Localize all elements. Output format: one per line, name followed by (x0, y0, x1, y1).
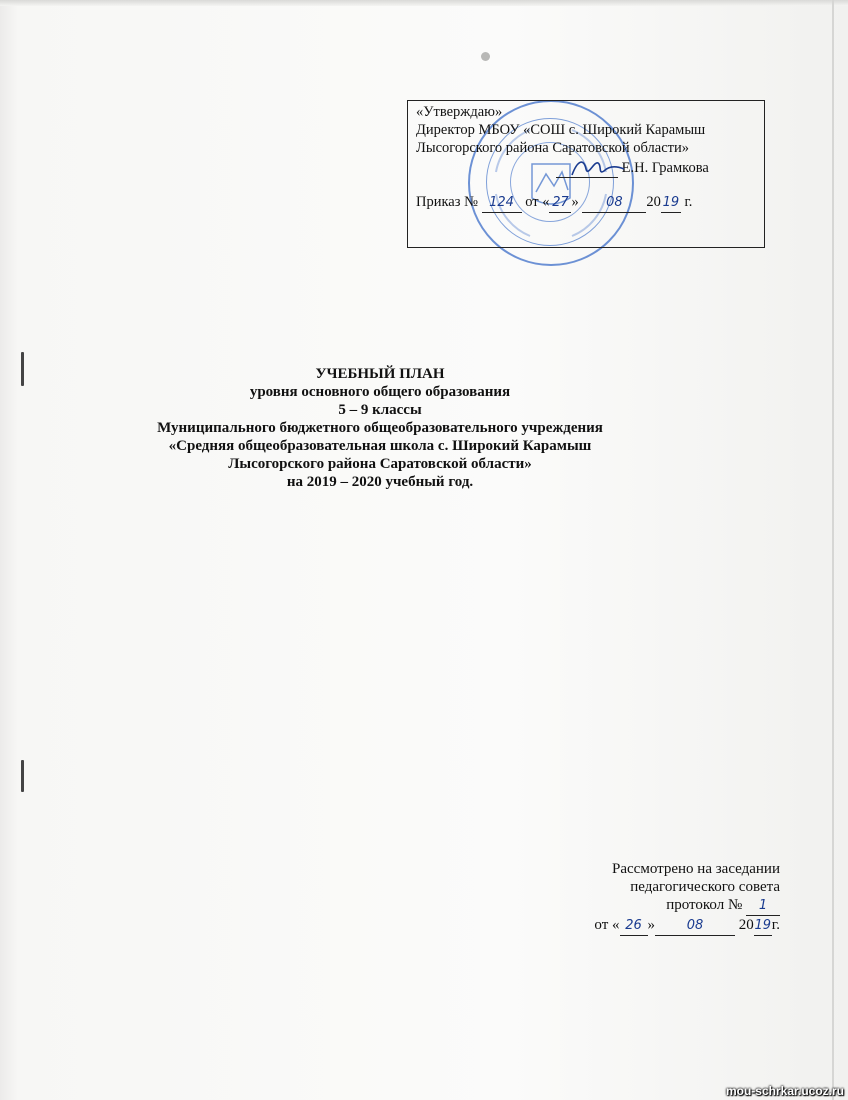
approval-order: Приказ № 124 от « 27 » 08 20 19 г. (416, 193, 756, 213)
order-year-unit: г. (684, 194, 693, 210)
order-day: 27 (549, 194, 571, 213)
review-line-1: Рассмотрено на заседании (612, 861, 780, 877)
review-block (540, 860, 780, 936)
protocol-number: 1 (746, 897, 780, 916)
page-right-edge (832, 0, 834, 1100)
title-line-7: на 2019 – 2020 учебный год. (286, 474, 474, 490)
review-year-unit: г. (771, 917, 780, 933)
order-label: Приказ № (416, 194, 478, 210)
review-year-suffix: 19 (754, 917, 772, 936)
review-line-2: педагогического совета (630, 879, 780, 895)
page-top-edge (0, 0, 848, 6)
order-year-suffix: 19 (661, 194, 681, 213)
staple-bottom (21, 760, 24, 792)
protocol-label: протокол № (666, 897, 743, 913)
site-watermark: mou-schrkar.ucoz.ru (725, 1084, 844, 1098)
title-line-4: Муниципального бюджетного общеобразовательного учреждения (157, 420, 603, 436)
signer-name: Е.Н. Грамкова (621, 160, 709, 176)
punch-hole (481, 52, 490, 61)
review-date-from: от « (594, 917, 620, 933)
approval-header: «Утверждаю» (416, 104, 503, 120)
review-year-prefix: 20 (738, 917, 754, 933)
review-date-month: 08 (655, 917, 735, 936)
title-line-5: «Средняя общеобразовательная школа с. Широкий Карамыш (168, 438, 592, 454)
review-protocol (540, 896, 780, 916)
order-number: 124 (482, 194, 522, 213)
review-date-day: 26 (620, 917, 648, 936)
approval-director: Директор МБОУ «СОШ с. Широкий Карамыш (416, 122, 706, 138)
title-line-6: Лысогорского района Саратовской области» (228, 456, 532, 472)
order-from: от « (525, 194, 550, 210)
order-year-prefix: 20 (646, 194, 661, 210)
approval-block (407, 100, 765, 248)
staple-top (21, 352, 24, 386)
title-line-1: УЧЕБНЫЙ ПЛАН (315, 366, 445, 382)
order-month: 08 (582, 194, 646, 213)
document-title (120, 365, 640, 491)
title-line-2: уровня основного общего образования (249, 384, 511, 400)
title-line-3: 5 – 9 классы (338, 402, 422, 418)
signature-mark (568, 155, 628, 181)
approval-district: Лысогорского района Саратовской области» (416, 140, 689, 156)
review-date: от « 26 » 08 2019г. (540, 916, 780, 936)
